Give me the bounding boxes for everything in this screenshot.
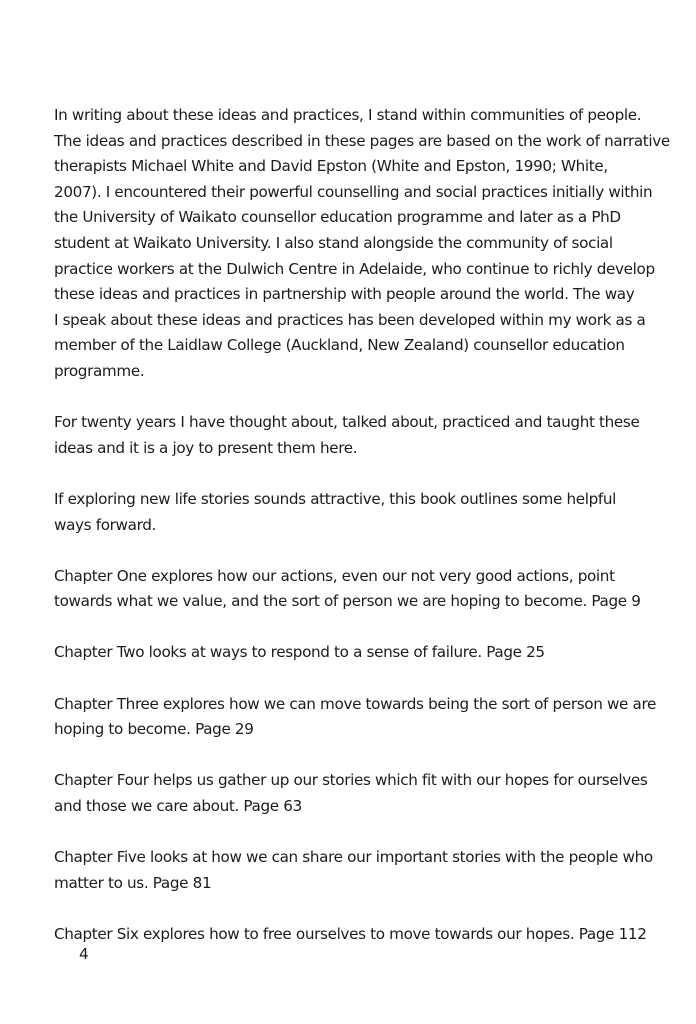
text-line: Chapter Six explores how to free ourselves to move towards our hopes. Page 112 (54, 925, 647, 943)
text-line: member of the Laidlaw College (Auckland, New Zealand) counsellor education (54, 336, 625, 355)
text-line: 2007). I encountered their powerful counselling and social practices initially within (54, 182, 653, 201)
text-line: Chapter Three explores how we can move towards being the sort of person we are (54, 694, 657, 713)
text-line: ideas and it is a joy to present them here. (54, 438, 358, 457)
text-line: If exploring new life stories sounds attractive, this book outlines some helpful (54, 489, 617, 508)
text-line: In writing about these ideas and practices, I stand within communities of people. (54, 106, 642, 124)
text-line: towards what we value, and the sort of person we are hoping to become. Page 9 (54, 592, 641, 611)
text-line: and those we care about. Page 63 (54, 797, 302, 816)
text-line: hoping to become. Page 29 (54, 720, 254, 739)
text-line: For twenty years I have thought about, talked about, practiced and taught these (54, 413, 640, 432)
text-line: The ideas and practices described in these pages are based on the work of narrative (54, 131, 670, 150)
paragraph-new-life-stories (54, 487, 654, 538)
text-line: student at Waikato University. I also stand alongside the community of social (54, 233, 613, 252)
text-line: Chapter Four helps us gather up our stories which fit with our hopes for ourselves (54, 771, 648, 790)
text-line: therapists Michael White and David Epston (White and Epston, 1990; White, (54, 157, 608, 176)
text-line: these ideas and practices in partnership with people around the world. The way (54, 285, 635, 304)
page-body (54, 103, 670, 973)
chapter-six-summary (54, 922, 654, 948)
chapter-four-summary (54, 768, 654, 819)
text-line: practice workers at the Dulwich Centre in Adelaide, who continue to richly develop (54, 259, 655, 278)
paragraph-twenty-years (54, 410, 654, 461)
text-line: I speak about these ideas and practices has been developed within my work as a (54, 310, 646, 329)
chapter-two-summary (54, 640, 654, 666)
paragraph-communities (54, 103, 670, 385)
chapter-three-summary (54, 692, 657, 743)
text-line: Chapter Two looks at ways to respond to a sense of failure. Page 25 (54, 643, 545, 662)
text-line: matter to us. Page 81 (54, 873, 212, 892)
text-line: the University of Waikato counsellor education programme and later as a PhD (54, 208, 621, 227)
text-line: Chapter One explores how our actions, even our not very good actions, point (54, 566, 615, 585)
page-number: 4 (79, 945, 89, 963)
text-line: ways forward. (54, 515, 156, 534)
text-line: Chapter Five looks at how we can share our important stories with the people who (54, 848, 653, 867)
text-line: programme. (54, 361, 145, 380)
chapter-five-summary (54, 845, 654, 896)
chapter-one-summary (54, 564, 654, 615)
